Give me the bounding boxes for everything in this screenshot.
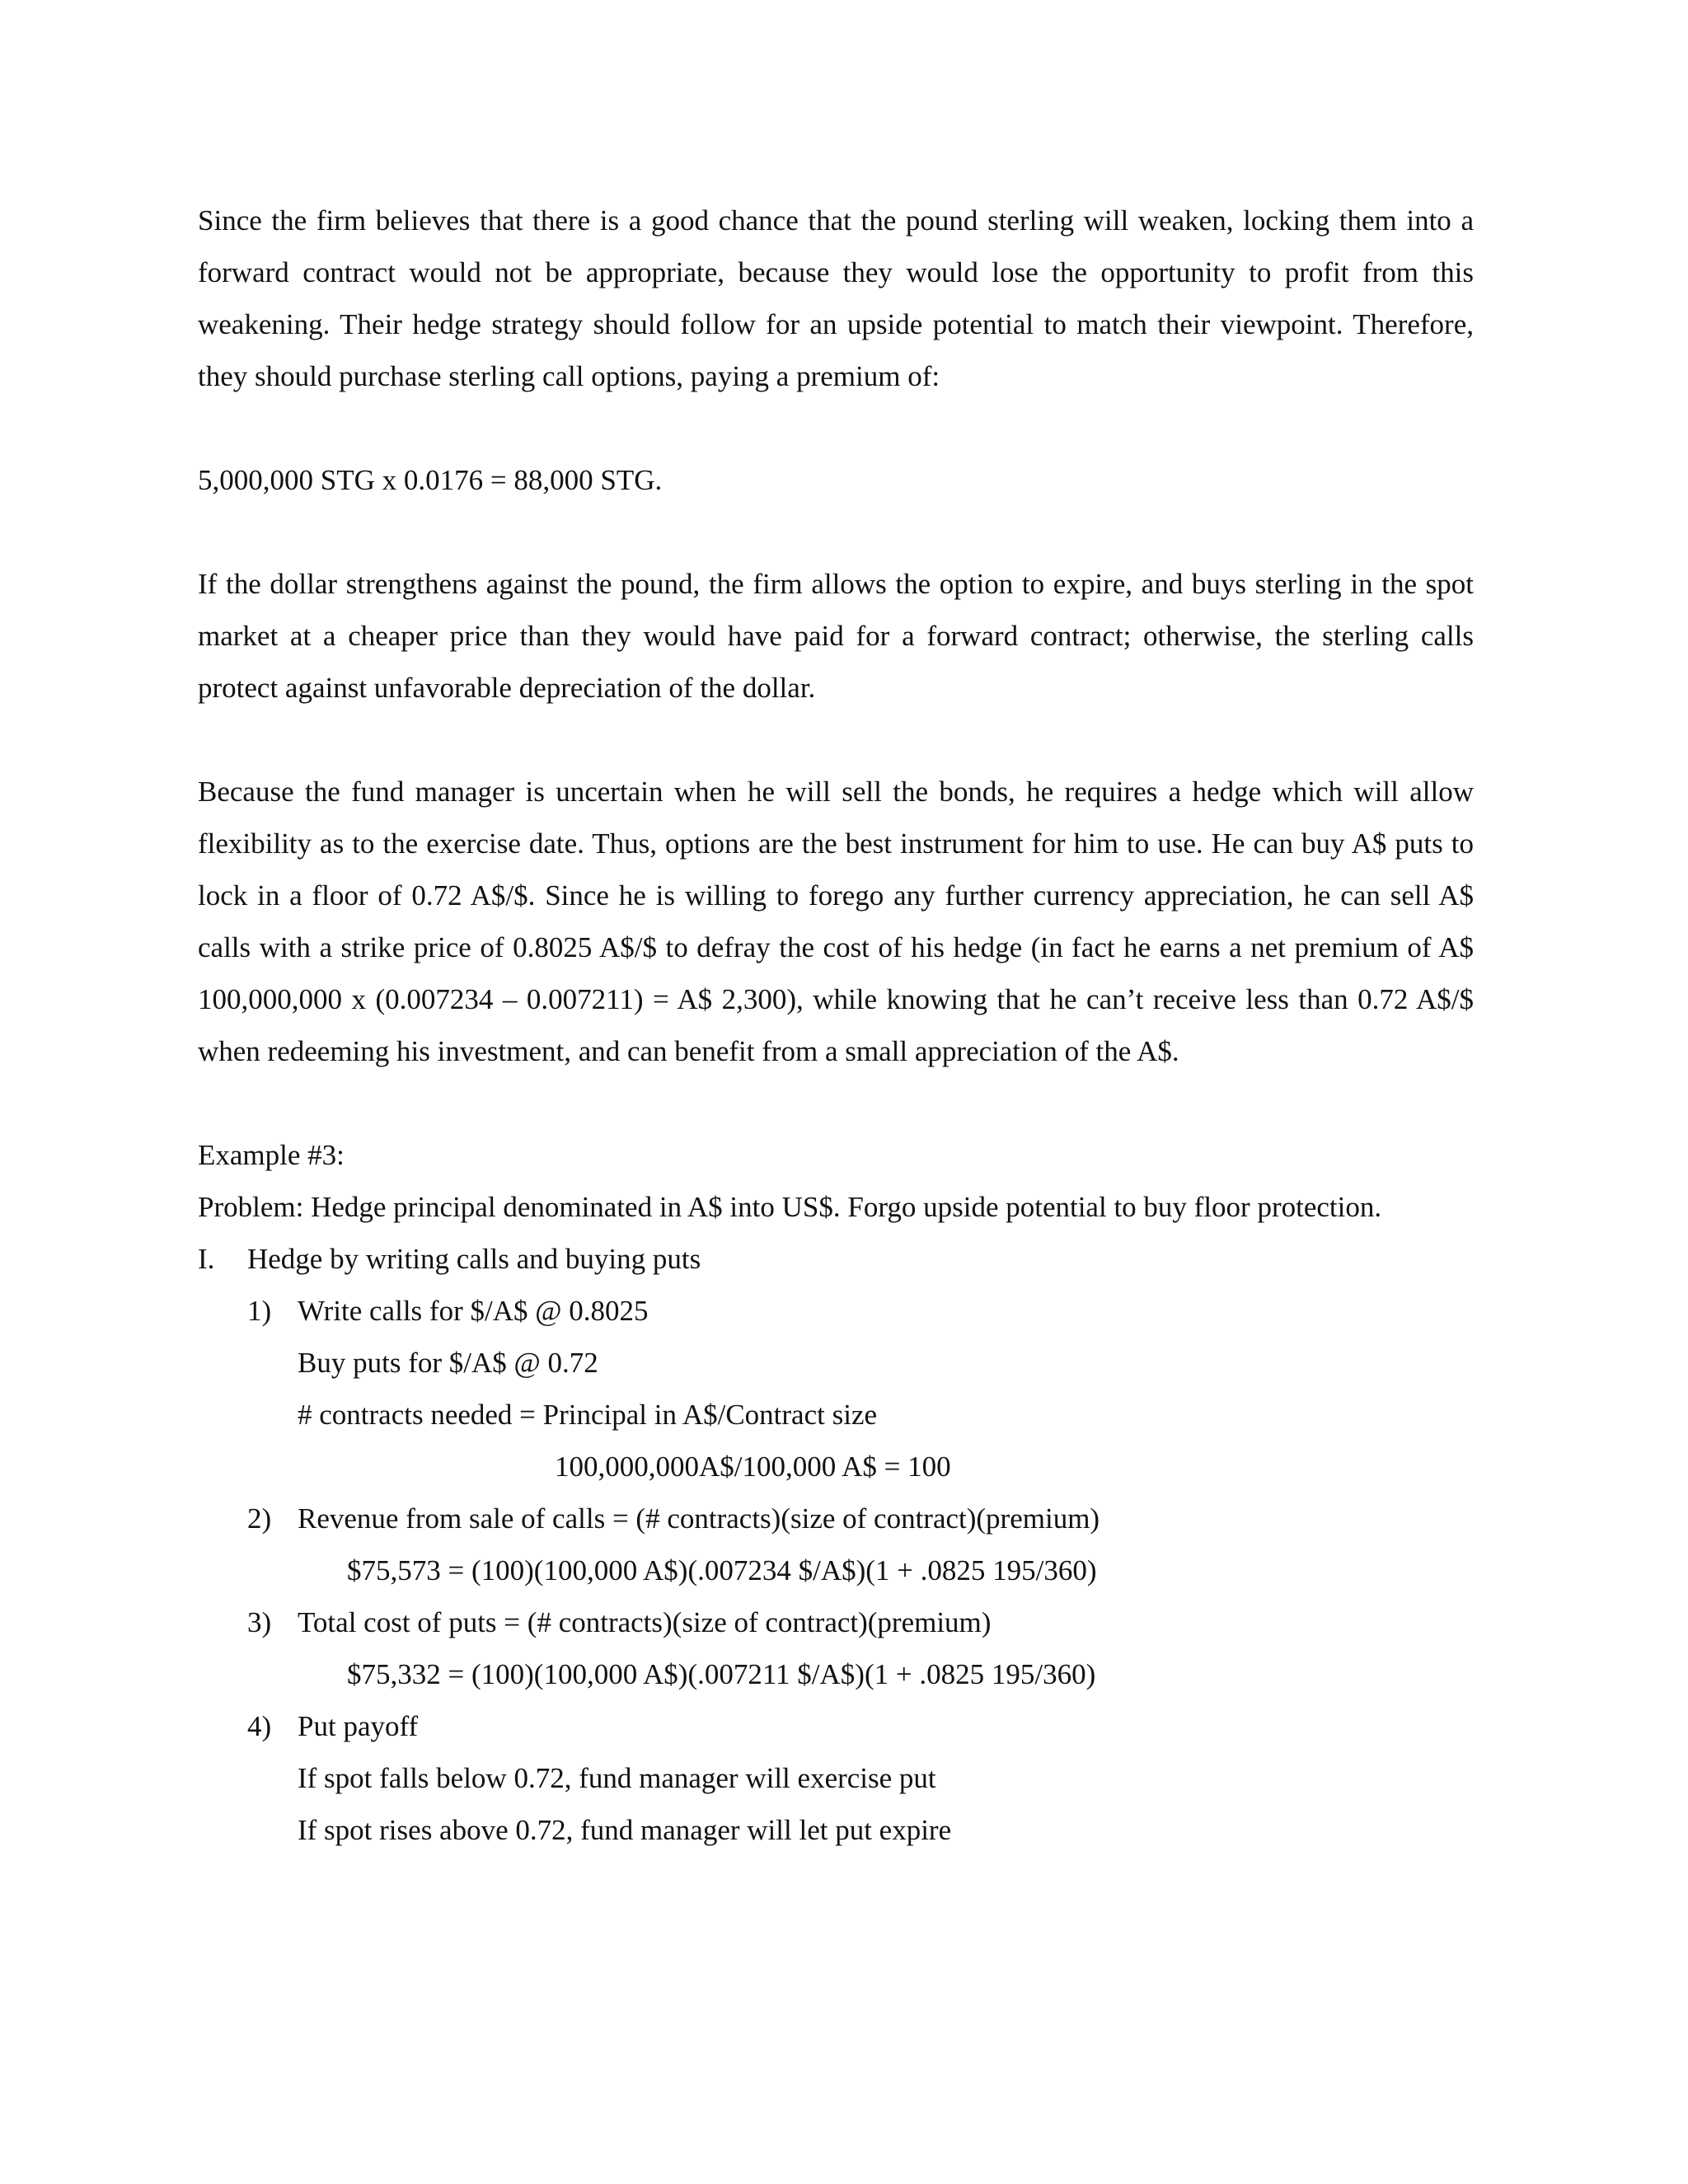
list-item-2 <box>198 1493 1474 1544</box>
example-problem: Problem: Hedge principal denominated in A$ into US$. Forgo upside potential to buy floor protection. <box>198 1191 1382 1223</box>
section-title: Hedge by writing calls and buying puts <box>247 1243 701 1275</box>
paragraph-sterling-hedge: Since the firm believes that there is a good chance that the pound sterling will weaken, locking them into a forward contract would not be appropriate, because they would lose the opportunity to profit from this weakening. Their hedge strategy should follow for an upside potential to match their viewpoint. Therefore, they should purchase sterling call options, paying a premium of: <box>198 204 1474 392</box>
contracts-calculation: 100,000,000A$/100,000 A$ = 100 <box>555 1451 951 1483</box>
document-page <box>198 194 1474 1856</box>
list-number: 1) <box>247 1295 272 1327</box>
list-item-4-sub-2: If spot rises above 0.72, fund manager will let put expire <box>298 1814 952 1846</box>
list-number: 3) <box>247 1606 272 1638</box>
list-item-1 <box>198 1285 1474 1337</box>
paragraph-fund-manager: Because the fund manager is uncertain when he will sell the bonds, he requires a hedge which will allow flexibility as to the exercise date. Thus, options are the best instrument for him to use. He can buy A$ puts to lock in a floor of 0.72 A$/$. Since he is willing to forego any further currency appreciation, he can sell A$ calls with a strike price of 0.8025 A$/$ to defray the cost of his hedge (in fact he earns a net premium of A$ 100,000,000 x (0.007234 – 0.007211) = A$ 2,300), while knowing that he can’t receive less than 0.72 A$/$ when redeeming his investment, and can benefit from a small appreciation of the A$. <box>198 776 1474 1067</box>
paragraph-dollar-strengthens: If the dollar strengthens against the pound, the firm allows the option to expire, and buys sterling in the spot market at a cheaper price than they would have paid for a forward contract; otherwise, the sterling calls protect against unfavorable depreciation of the dollar. <box>198 568 1474 704</box>
list-item-text: Write calls for $/A$ @ 0.8025 <box>298 1295 649 1327</box>
list-item-4 <box>198 1700 1474 1752</box>
puts-cost-calculation: $75,332 = (100)(100,000 A$)(.007211 $/A$)(1 + .0825 195/360) <box>347 1658 1096 1690</box>
list-item-text: Revenue from sale of calls = (# contracts)(size of contract)(premium) <box>298 1502 1100 1535</box>
list-item-4-sub-1: If spot falls below 0.72, fund manager will exercise put <box>298 1762 936 1794</box>
section-marker: I. <box>198 1243 215 1275</box>
list-item-3 <box>198 1596 1474 1648</box>
list-number: 2) <box>247 1502 272 1535</box>
list-item-1-sub-2: # contracts needed = Principal in A$/Contract size <box>298 1399 878 1431</box>
list-item-text: Put payoff <box>298 1710 419 1742</box>
example-heading: Example #3: <box>198 1139 345 1171</box>
list-item-text: Total cost of puts = (# contracts)(size of contract)(premium) <box>298 1606 992 1638</box>
premium-formula: 5,000,000 STG x 0.0176 = 88,000 STG. <box>198 464 663 496</box>
list-item-1-sub-1: Buy puts for $/A$ @ 0.72 <box>298 1347 598 1379</box>
calls-revenue-calculation: $75,573 = (100)(100,000 A$)(.007234 $/A$)(1 + .0825 195/360) <box>347 1554 1097 1586</box>
section-heading <box>198 1233 1474 1285</box>
list-number: 4) <box>247 1710 272 1742</box>
